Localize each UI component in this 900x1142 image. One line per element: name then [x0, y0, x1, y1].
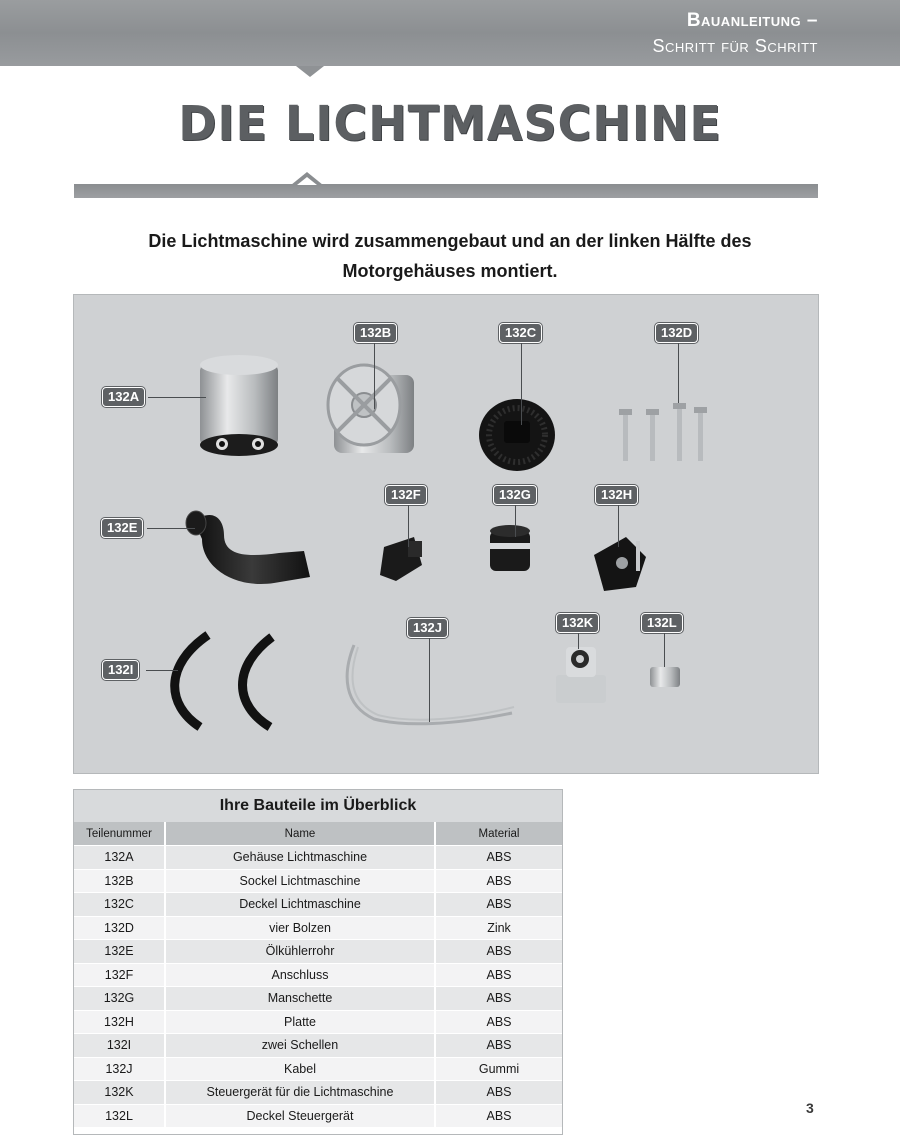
- part-132d-bolts: [619, 403, 707, 461]
- cell-part-number: 132J: [74, 1058, 166, 1082]
- cell-part-number: 132E: [74, 940, 166, 964]
- leader-132c: [521, 343, 522, 425]
- part-label-132j: 132J: [407, 618, 448, 638]
- table-row: [74, 964, 562, 988]
- leader-132h: [618, 505, 619, 547]
- parts-illustration: [74, 295, 820, 775]
- cell-part-number: 132C: [74, 893, 166, 917]
- cell-part-number: 132F: [74, 964, 166, 988]
- cell-material: ABS: [436, 893, 562, 917]
- part-label-132c: 132C: [499, 323, 542, 343]
- cell-material: ABS: [436, 1034, 562, 1058]
- table-row: [74, 1011, 562, 1035]
- cell-name: zwei Schellen: [166, 1034, 436, 1058]
- part-132f-connector: [380, 537, 422, 581]
- column-header-material: Material: [436, 822, 562, 846]
- part-132a-housing: [200, 355, 278, 456]
- table-row: [74, 1105, 562, 1129]
- cell-name: Manschette: [166, 987, 436, 1011]
- cell-name: Ölkühlerrohr: [166, 940, 436, 964]
- part-label-132g: 132G: [493, 485, 537, 505]
- part-label-132d: 132D: [655, 323, 698, 343]
- part-label-132i: 132I: [102, 660, 139, 680]
- part-label-132f: 132F: [385, 485, 427, 505]
- table-row: [74, 940, 562, 964]
- cell-name: Gehäuse Lichtmaschine: [166, 846, 436, 870]
- leader-132e: [147, 528, 195, 529]
- part-label-132b: 132B: [354, 323, 397, 343]
- intro-line-1: Die Lichtmaschine wird zusammengebaut und an der linken Hälfte des: [148, 231, 752, 251]
- cell-name: vier Bolzen: [166, 917, 436, 941]
- leader-132d: [678, 343, 679, 403]
- cell-part-number: 132L: [74, 1105, 166, 1129]
- part-132g-sleeve: [490, 525, 530, 571]
- cell-material: ABS: [436, 964, 562, 988]
- table-header: [74, 822, 562, 846]
- part-132l-cover: [650, 667, 680, 687]
- cell-material: ABS: [436, 1011, 562, 1035]
- header-section-subtitle: Schritt für Schritt: [652, 36, 818, 56]
- cell-part-number: 132H: [74, 1011, 166, 1035]
- table-row: [74, 870, 562, 894]
- part-label-132a: 132A: [102, 387, 145, 407]
- part-label-132k: 132K: [556, 613, 599, 633]
- cell-part-number: 132B: [74, 870, 166, 894]
- intro-text: [110, 226, 790, 286]
- parts-table: [73, 789, 563, 1135]
- leader-132j: [429, 638, 430, 722]
- part-132h-plate: [594, 537, 646, 591]
- header-text: [652, 8, 818, 58]
- cell-part-number: 132I: [74, 1034, 166, 1058]
- cell-name: Kabel: [166, 1058, 436, 1082]
- part-132e-pipe: [186, 511, 310, 584]
- column-header-part-number: Teilenummer: [74, 822, 166, 846]
- leader-132k: [578, 633, 579, 649]
- part-132c-cover: [479, 399, 555, 471]
- part-label-132h: 132H: [595, 485, 638, 505]
- cell-name: Steuergerät für die Lichtmaschine: [166, 1081, 436, 1105]
- cell-name: Deckel Steuergerät: [166, 1105, 436, 1129]
- cell-material: ABS: [436, 1105, 562, 1129]
- cell-name: Sockel Lichtmaschine: [166, 870, 436, 894]
- table-row: [74, 1058, 562, 1082]
- cell-material: ABS: [436, 987, 562, 1011]
- cell-name: Anschluss: [166, 964, 436, 988]
- part-label-132l: 132L: [641, 613, 683, 633]
- cell-material: ABS: [436, 870, 562, 894]
- table-row: [74, 987, 562, 1011]
- title-divider: [74, 184, 818, 198]
- part-label-132e: 132E: [101, 518, 143, 538]
- leader-132b: [374, 343, 375, 409]
- leader-132a: [148, 397, 206, 398]
- leader-132i: [146, 670, 178, 671]
- page-title: DIE LICHTMASCHINE: [178, 94, 722, 152]
- cell-material: ABS: [436, 846, 562, 870]
- table-body: [74, 846, 562, 1128]
- column-header-name: Name: [166, 822, 436, 846]
- cell-part-number: 132A: [74, 846, 166, 870]
- intro-line-2: Motorgehäuses montiert.: [342, 261, 558, 281]
- table-row: [74, 846, 562, 870]
- header-bar: [0, 0, 900, 66]
- leader-132f: [408, 505, 409, 547]
- cell-name: Deckel Lichtmaschine: [166, 893, 436, 917]
- part-132i-clamps: [175, 635, 272, 727]
- part-132b-base: [328, 365, 414, 453]
- cell-material: Gummi: [436, 1058, 562, 1082]
- table-row: [74, 893, 562, 917]
- divider-notch-inner: [297, 177, 317, 185]
- table-row: [74, 1081, 562, 1105]
- cell-part-number: 132D: [74, 917, 166, 941]
- cell-name: Platte: [166, 1011, 436, 1035]
- header-section-title: Bauanleitung –: [686, 10, 818, 31]
- leader-132g: [515, 505, 516, 537]
- parts-photo-panel: [73, 294, 819, 774]
- page-number: 3: [806, 1100, 814, 1116]
- part-132k-control-unit: [556, 647, 606, 703]
- cell-part-number: 132G: [74, 987, 166, 1011]
- cell-material: ABS: [436, 1081, 562, 1105]
- table-row: [74, 1034, 562, 1058]
- cell-material: ABS: [436, 940, 562, 964]
- part-132j-cable: [347, 645, 514, 724]
- cell-material: Zink: [436, 917, 562, 941]
- table-title: Ihre Bauteile im Überblick: [74, 790, 562, 822]
- leader-132l: [664, 633, 665, 667]
- cell-part-number: 132K: [74, 1081, 166, 1105]
- table-row: [74, 917, 562, 941]
